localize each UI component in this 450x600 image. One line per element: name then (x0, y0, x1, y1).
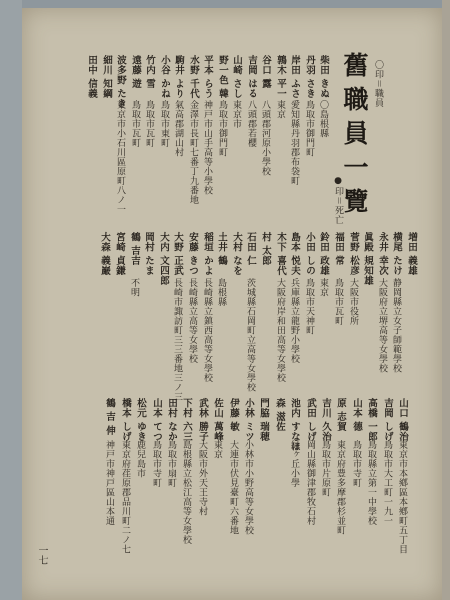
staff-name: 島本 悦夫 (289, 232, 300, 276)
staff-address: 大連市伏見臺町六番地 (228, 440, 238, 535)
staff-name: 丹羽 さき (304, 55, 315, 99)
staff-address: 大阪市役所 (348, 278, 358, 326)
staff-name: 岡村 たま (143, 232, 154, 276)
staff-address: 鳥取市扇町 (166, 440, 176, 488)
staff-name: 福田 常 (333, 232, 344, 266)
legend-deceased: ●印＝死亡 (333, 176, 343, 225)
staff-address: 岡山縣御津郡牧石村 (305, 440, 315, 526)
left-margin (0, 0, 22, 600)
staff-name: 平本 らう (202, 55, 213, 99)
staff-name: 山口 鶴治 (397, 398, 408, 442)
staff-name: 山本 てつ (151, 398, 162, 442)
staff-name: 大森 義巌 (99, 232, 110, 276)
staff-address: 島根縣 (216, 278, 226, 307)
staff-name: 水野 千代 (188, 55, 199, 99)
staff-name: 吉岡 しげ (382, 398, 393, 442)
staff-address: 鳥取市御門町 (304, 100, 314, 157)
staff-name: 竹内 雪 (144, 55, 155, 89)
staff-address: 東京 (318, 278, 328, 297)
staff-name: 眞殿 規知雄 (362, 232, 373, 286)
staff-address: 鳥取市寺町 (351, 440, 361, 488)
staff-name: 大内 文四郎 (158, 232, 169, 286)
staff-address: 〇島根縣 (318, 100, 328, 138)
staff-name: 石田 仁 (245, 232, 256, 266)
staff-address: 神戸市山手高等小學校 (202, 100, 212, 195)
staff-name: 森 滋佐 (274, 398, 285, 432)
staff-address: 東京 (275, 100, 285, 119)
page-title: 舊職員一覽 (340, 52, 369, 222)
staff-address: 神戸市神戸區山本通 (104, 440, 114, 526)
legend-staff: 〇印＝職員 (373, 60, 383, 108)
staff-name: 村 太郎 (260, 232, 271, 266)
staff-name: 吉川 久治 (320, 398, 331, 442)
staff-name: 谷口 露 (260, 55, 271, 89)
staff-name: 永井 幸次 (377, 232, 388, 276)
staff-address: 大阪府岸和田高等女學校 (275, 278, 285, 383)
staff-name: 鈴田 政雄 (318, 232, 329, 276)
staff-name: 宮崎 貞鎌 (114, 232, 125, 276)
staff-name: 菅野 松彦 (348, 232, 359, 276)
staff-name: 横尾 たけ (391, 232, 402, 276)
staff-name: 伊藤 敏 (228, 398, 239, 432)
staff-name: 細川 知綱 (101, 55, 112, 99)
staff-name: 鶴 吉 伸 (104, 398, 115, 436)
staff-name: 武田 しげ (305, 398, 316, 442)
staff-name: 増田 義雄 (406, 232, 417, 276)
staff-address: 島根縣立松江高等女學校 (181, 440, 191, 545)
staff-address: 鳥取市瓦町 (144, 100, 154, 148)
staff-address: 兵庫縣立龍野小學校 (289, 278, 299, 364)
staff-address: 東京市 (231, 100, 241, 129)
staff-name: 高橋 一郎 (366, 398, 377, 442)
staff-name: 小谷 かね (159, 55, 170, 99)
staff-address: 鳥取市瓦町 (130, 100, 140, 148)
staff-address: 鳥取市天神町 (304, 278, 314, 335)
staff-address: 大阪府立堺高等女學校 (377, 278, 387, 373)
staff-name: 木下 喜代 (275, 232, 286, 276)
staff-address: 長崎縣立高等女學校 (187, 278, 197, 364)
staff-name: 駒井 より (173, 55, 184, 99)
staff-address: 八頭郡若櫻 (246, 100, 256, 148)
staff-name: 門脇 瑞穂 (258, 398, 269, 442)
staff-name: 山崎 さし (231, 55, 242, 99)
staff-address: 愛知縣丹羽郡布袋町 (289, 100, 299, 186)
staff-name: 安藤 きつ (187, 232, 198, 276)
page-edge (442, 0, 450, 600)
staff-address: 東京市本鄕區本鄕町五丁目 (397, 440, 407, 554)
staff-address: 八頭郡河原小學校 (260, 100, 270, 176)
staff-address: 鳥取市片原町 (320, 440, 330, 497)
staff-address: 不明 (129, 278, 139, 297)
staff-address: 金澤市長町七番丁九番地 (188, 100, 198, 205)
staff-address: 鳥取縣立第一中學校 (366, 440, 376, 526)
staff-address: 長崎市諏訪町三三番地三ノ三 (172, 278, 182, 402)
staff-name: 山本 德 (351, 398, 362, 432)
staff-name: 田村 なか (166, 398, 177, 442)
staff-name: 松元 ゆき (135, 398, 146, 442)
staff-name: 稲垣 かよ (202, 232, 213, 276)
staff-address: 鳥取市大工町一九一 (382, 440, 392, 526)
staff-address: 大阪市外天王寺村 (197, 440, 207, 516)
staff-name: 土井 鶴 (216, 232, 227, 266)
staff-name: 下村 六三 (181, 398, 192, 442)
staff-name: 鶉木 平一 (275, 55, 286, 99)
staff-name: 佐山 萬峰 (212, 398, 223, 442)
staff-name: 田中 信義 (86, 55, 97, 99)
staff-address: 鹿兒島市 (135, 440, 145, 478)
staff-name: 遠藤 遊 (130, 55, 141, 89)
staff-name: 小林 ミツ (243, 398, 254, 442)
staff-name: 橋本 しげ (120, 398, 131, 442)
staff-name: 野一色 韓 (217, 55, 228, 99)
page-number: 一七 (36, 545, 47, 565)
staff-address: 鳥取市東町 (159, 100, 169, 148)
staff-address: 鳥取市御門町 (217, 100, 227, 157)
staff-name: 柴田 きぬ (318, 55, 329, 99)
staff-name: 小田 しの (304, 232, 315, 276)
staff-address: 東京市小石川區原町八ノ一 (115, 100, 125, 214)
staff-address: 鳥取市瓦町 (333, 278, 343, 326)
staff-name: 武林 勝子 (197, 398, 208, 442)
staff-name: 大野 正武 (172, 232, 183, 276)
staff-address: 東京 (212, 440, 222, 459)
staff-address: 静岡縣立女子師範學校 (391, 278, 401, 373)
staff-address: 小林市小野高等女學校 (243, 440, 253, 535)
staff-name: 鶴 吉吉 (129, 232, 140, 266)
staff-address: 鳥取市寺町 (151, 440, 161, 488)
staff-name: 岸田 ふさ (289, 55, 300, 99)
staff-name: 吉岡 はる (246, 55, 257, 99)
staff-address: 長崎縣立鎮西高等女學校 (202, 278, 212, 383)
staff-name: 池内 すなほ (289, 398, 300, 452)
staff-name: 大村 なを (231, 232, 242, 276)
staff-address: 東京府荏原郡品川町二ノ七 (120, 440, 130, 554)
staff-name: 原 志賀 (335, 398, 346, 432)
staff-name: 波多野 たき (115, 55, 126, 109)
staff-address: 茨城縣石岡町立高等女學校 (245, 278, 255, 392)
staff-address: 緑ヶ丘小學 (289, 440, 299, 488)
staff-address: 東京府豊多摩郡杉並町 (335, 440, 345, 535)
staff-address: 氣高郡湖山村 (173, 100, 183, 157)
